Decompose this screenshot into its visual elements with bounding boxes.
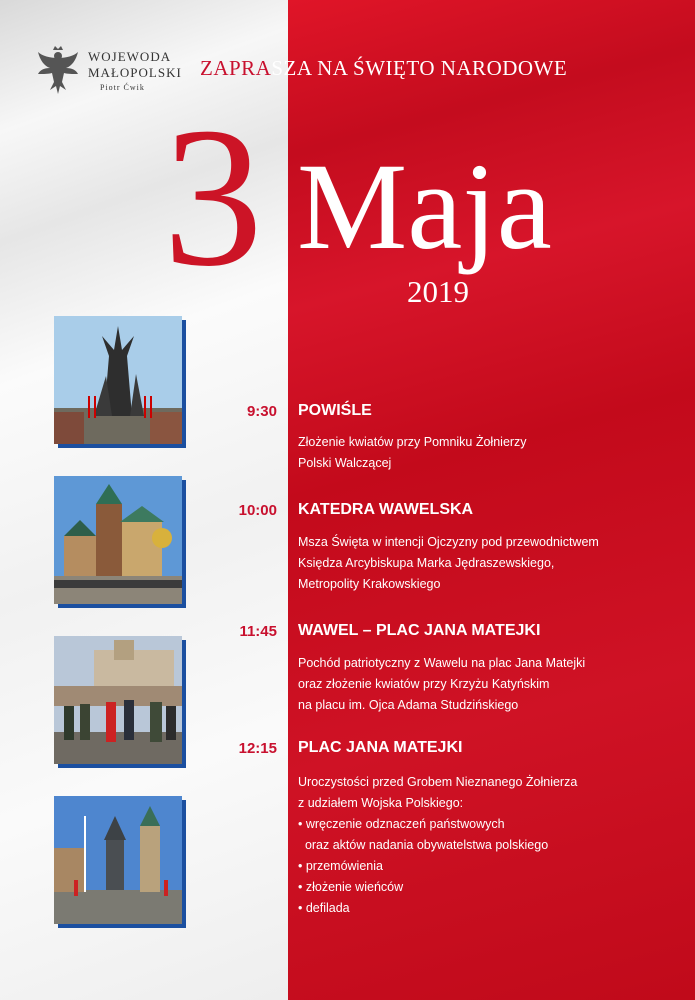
photo-patriotic-march bbox=[54, 636, 182, 764]
event-description-4: Uroczystości przed Grobem Nieznanego Żołnierza z udziałem Wojska Polskiego: • wręczenie odznaczeń państwowych oraz aktów nadania obywatelstwa polskiego • przemówienia • złożenie wieńców • defilada bbox=[298, 775, 578, 915]
org-line-2: MAŁOPOLSKI bbox=[88, 65, 182, 80]
event-title-1: POWIŚLE bbox=[298, 402, 372, 419]
org-name: Piotr Ćwik bbox=[100, 83, 145, 92]
photo-wawel-cathedral bbox=[54, 476, 182, 604]
day-number: 3 bbox=[163, 87, 263, 308]
event-title-3: WAWEL – PLAC JANA MATEJKI bbox=[298, 622, 541, 639]
month-name: Maja bbox=[297, 138, 552, 275]
year: 2019 bbox=[407, 274, 469, 309]
eagle-emblem-icon bbox=[36, 44, 80, 100]
event-time-3: 11:45 bbox=[239, 623, 277, 640]
invitation-heading bbox=[200, 56, 680, 81]
event-time-1: 9:30 bbox=[246, 403, 277, 420]
photo-matejko-square bbox=[54, 796, 182, 924]
event-description-1: Złożenie kwiatów przy Pomniku Żołnierzy Polski Walczącej bbox=[298, 435, 527, 470]
event-description-3: Pochód patriotyczny z Wawelu na plac Jana Matejki oraz złożenie kwiatów przy Krzyżu Katyńskim na placu im. Ojca Adama Studzińskiego bbox=[298, 656, 586, 712]
event-time-4: 12:15 bbox=[238, 740, 277, 757]
event-time-2: 10:00 bbox=[238, 502, 277, 519]
event-title-2: KATEDRA WAWELSKA bbox=[298, 501, 474, 518]
invitation-red-part: ZAPRA bbox=[200, 56, 272, 80]
invitation-white-part: SZA NA ŚWIĘTO NARODOWE bbox=[271, 56, 568, 80]
photo-powisle-monument bbox=[54, 316, 182, 444]
org-line-1: WOJEWODA bbox=[88, 49, 172, 64]
event-title-4: PLAC JANA MATEJKI bbox=[298, 739, 463, 756]
event-description-2: Msza Święta w intencji Ojczyzny pod przewodnictwem Księdza Arcybiskupa Marka Jędraszewskiego, Metropolity Krakowskiego bbox=[298, 535, 599, 591]
